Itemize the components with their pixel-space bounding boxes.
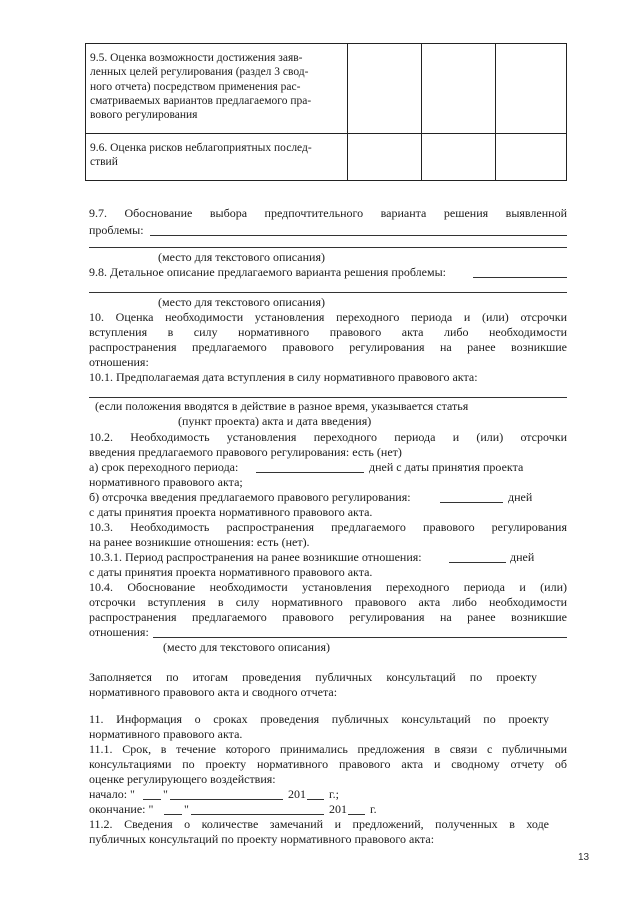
fill-line [170,799,283,800]
fill-line [348,814,365,815]
text-placeholder-caption: (если положения вводятся в действие в разное время, указывается статья [95,399,469,413]
transition-period-line2: нормативного правового акта; [89,475,243,489]
fill-line [440,502,503,503]
section-11-line2: нормативного правового акта. [89,727,243,741]
section-9-7-heading: 9.7. Обоснование выбора предпочтительного варианта решения выявленной [89,206,567,220]
fill-line [143,799,161,800]
fill-line [150,235,567,236]
section-10-2-line2: введения предлагаемого правового регулирования: есть (нет) [89,445,402,459]
end-date-suffix: г. [370,802,377,816]
section-10-3-line2: на ранее возникшие отношения: есть (нет). [89,535,310,549]
section-9-8-heading: 9.8. Детальное описание предлагаемого варианта решения проблемы: [89,265,446,279]
section-10-1-heading: 10.1. Предполагаемая дата вступления в силу нормативного правового акта: [89,370,478,384]
table-row-9-5-label: 9.5. Оценка возможности достижения заяв- ленных целей регулирования (раздел 3 свод- ного отчета) посредством применения рас- сматриваемых вариантов предлагаемого пра- вового регулирования [90,52,312,122]
table-row-9-6-label: 9.6. Оценка рисков неблагоприятных послед- ствий [90,142,312,169]
start-date-label: начало: " [89,787,135,801]
deferral-line2: с даты принятия проекта нормативного правового акта. [89,505,373,519]
deferral-suffix: дней [508,490,533,504]
fill-line [191,814,324,815]
deferral-label: б) отсрочка введения предлагаемого правового регулирования: [89,490,411,504]
section-10-line1: 10. Оценка необходимости установления переходного периода и (или) отсрочки [89,310,567,324]
consultation-note-line2: нормативного правового акта и сводного отчета: [89,685,338,699]
fill-line [256,472,364,473]
fill-line [89,247,567,248]
transition-period-suffix: дней с даты принятия проекта [369,460,524,474]
end-date-label: окончание: " [89,802,154,816]
fill-line [153,637,567,638]
fill-line [449,562,506,563]
start-date-suffix: г.; [329,787,339,801]
text-placeholder-caption: (место для текстового описания) [163,640,330,654]
fill-line [89,397,567,398]
end-date-year: 201 [329,802,347,816]
section-10-3-1-label: 10.3.1. Период распространения на ранее возникшие отношения: [89,550,422,564]
section-11-1-line3: оценке регулирующего воздействия: [89,772,276,786]
fill-line [473,277,567,278]
section-10-line3: распространения предлагаемого правового регулирования на ранее возникшие [89,340,567,354]
fill-line [164,814,182,815]
section-11-2-line2: публичных консультаций по проекту нормативного правового акта: [89,832,435,846]
page-number: 13 [578,852,590,863]
section-10-4-line4: отношения: [89,625,149,639]
text-placeholder-caption: (место для текстового описания) [158,295,325,309]
end-date-quote: " [184,802,189,816]
start-date-year: 201 [288,787,306,801]
section-9-7-label: проблемы: [89,223,144,237]
section-11-1-line2: консультациями по проекту нормативного правового акта и сводному отчету об [89,757,567,771]
section-10-2-line1: 10.2. Необходимость установления переходного периода и (или) отсрочки [89,430,567,444]
transition-period-label: а) срок переходного периода: [89,460,239,474]
section-11-2-line1: 11.2. Сведения о количестве замечаний и предложений, полученных в ходе [89,817,549,831]
section-10-line4: отношения: [89,355,149,369]
consultation-note-line1: Заполняется по итогам проведения публичных консультаций по проекту [89,670,537,684]
start-date-quote: " [163,787,168,801]
fill-line [307,799,324,800]
text-placeholder-caption: (пункт проекта) акта и дата введения) [178,414,372,428]
section-10-3-line1: 10.3. Необходимость распространения предлагаемого правового регулирования [89,520,567,534]
section-10-line2: вступления в силу нормативного правового акта либо необходимости [89,325,567,339]
section-10-4-line2: отсрочки вступления в силу нормативного правового акта либо необходимости [89,595,567,609]
section-10-3-1-suffix: дней [510,550,535,564]
section-11-1-line1: 11.1. Срок, в течение которого принимались предложения в связи с публичными [89,742,567,756]
section-10-3-1-line2: с даты принятия проекта нормативного правового акта. [89,565,373,579]
fill-line [89,292,567,293]
section-11-line1: 11. Информация о сроках проведения публичных консультаций по проекту [89,712,549,726]
section-10-4-line3: распространения предлагаемого правового регулирования на ранее возникшие [89,610,567,624]
assessment-table [85,43,567,181]
section-10-4-line1: 10.4. Обоснование необходимости установления переходного периода и (или) [89,580,567,594]
text-placeholder-caption: (место для текстового описания) [158,250,325,264]
